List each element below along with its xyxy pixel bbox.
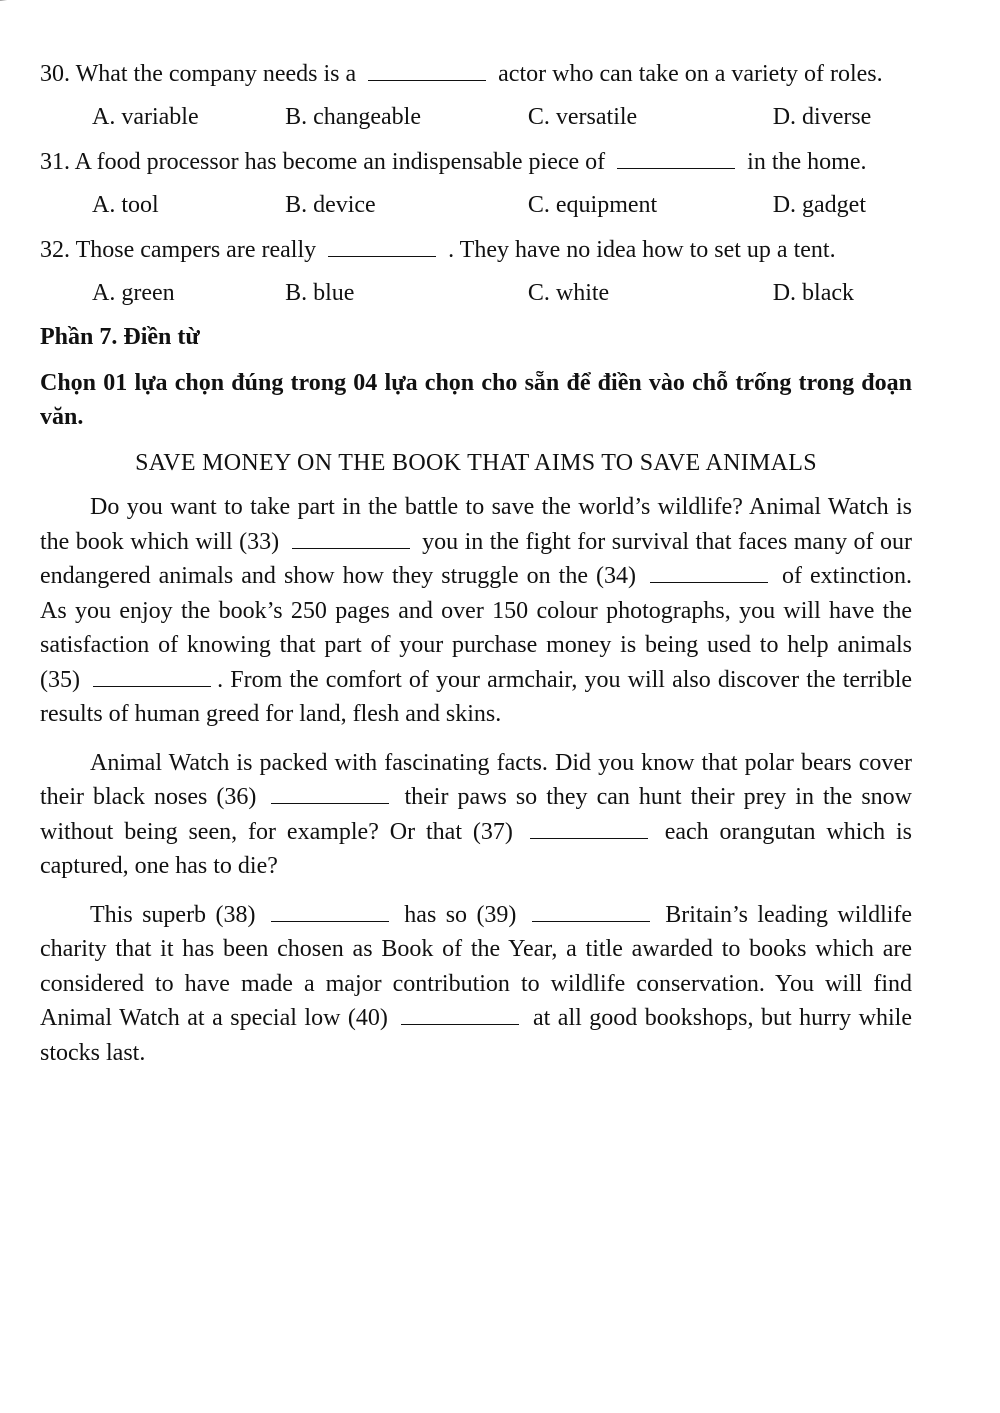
- question-32: [40, 232, 912, 268]
- question-31-option-a[interactable]: A. tool: [92, 192, 159, 218]
- passage-paragraph-3: [40, 898, 912, 1071]
- blank-34[interactable]: [650, 564, 768, 583]
- question-32-option-d[interactable]: D. black: [772, 280, 854, 306]
- question-31-options: [92, 190, 912, 220]
- scan-edge-mark: [0, 0, 41, 7]
- question-32-text-after: . They have no idea how to set up a tent.: [448, 237, 836, 263]
- paragraph-2-segment-2: their paws so they can hunt their prey in the snow without being seen, for example? Or that (37): [40, 784, 913, 845]
- question-30-blank[interactable]: [368, 62, 486, 81]
- paragraph-3-segment-1: This superb (38): [90, 901, 256, 928]
- blank-35[interactable]: [93, 668, 211, 687]
- passage-title: SAVE MONEY ON THE BOOK THAT AIMS TO SAVE ANIMALS: [135, 450, 817, 476]
- blank-38[interactable]: [271, 903, 389, 922]
- section-instruction: Chọn 01 lựa chọn đúng trong 04 lựa chọn cho sẵn để điền vào chỗ trống trong đoạn văn.: [40, 370, 912, 430]
- passage-paragraph-2: [40, 746, 912, 884]
- question-30-text-after: actor who can take on a variety of roles.: [498, 61, 883, 87]
- section-heading: Phần 7. Điền từ: [40, 324, 200, 350]
- paragraph-1-segment-2: you in the fight for survival that faces many of our endangered animals and show how they struggle on the (34): [40, 528, 912, 589]
- question-31-option-b[interactable]: B. device: [285, 192, 376, 218]
- question-30: [40, 56, 912, 92]
- paragraph-3-segment-4: at all good bookshops, but hurry while stocks last.: [40, 1005, 912, 1066]
- question-31: [40, 144, 912, 180]
- paragraph-2-segment-3: each orangutan which is captured, one has to die?: [40, 818, 912, 879]
- blank-33[interactable]: [292, 530, 410, 549]
- paragraph-3-segment-2: has so (39): [404, 901, 517, 928]
- paragraph-1-segment-3: of extinction. As you enjoy the book’s 250 pages and over 150 colour photographs, you will have the satisfaction of knowing that part of your purchase money is being used to help animals (35): [40, 563, 912, 693]
- question-32-option-c[interactable]: C. white: [527, 280, 610, 306]
- paragraph-1-segment-4: . From the comfort of your armchair, you will also discover the terrible results of human greed for land, flesh and skins.: [40, 666, 913, 727]
- passage-paragraph-1: [40, 490, 912, 732]
- question-31-option-d[interactable]: D. gadget: [772, 192, 866, 218]
- worksheet-page: [40, 56, 912, 1084]
- question-32-blank[interactable]: [328, 238, 436, 257]
- paragraph-2-segment-1: Animal Watch is packed with fascinating facts. Did you know that polar bears cover their black noses (36): [40, 749, 912, 810]
- question-32-option-b[interactable]: B. blue: [285, 280, 355, 306]
- question-30-option-c[interactable]: C. versatile: [527, 104, 638, 130]
- question-31-text-before: 31. A food processor has become an indispensable piece of: [40, 149, 606, 175]
- question-30-option-b[interactable]: B. changeable: [285, 104, 421, 130]
- blank-40[interactable]: [401, 1006, 519, 1025]
- question-30-options: [92, 102, 912, 132]
- blank-37[interactable]: [530, 820, 648, 839]
- question-31-option-c[interactable]: C. equipment: [527, 192, 658, 218]
- question-31-blank[interactable]: [617, 150, 735, 169]
- question-32-option-a[interactable]: A. green: [92, 280, 175, 306]
- blank-39[interactable]: [532, 903, 650, 922]
- paragraph-3-segment-3: Britain’s leading wildlife charity that it has been chosen as Book of the Year, a title awarded to books which are considered to have made a major contribution to wildlife conservation. You will find Animal Watch at a special low (40): [40, 901, 913, 1031]
- question-30-option-d[interactable]: D. diverse: [772, 104, 872, 130]
- blank-36[interactable]: [271, 785, 389, 804]
- question-31-text-after: in the home.: [747, 149, 867, 175]
- question-32-options: [92, 278, 912, 308]
- paragraph-1-segment-1: Do you want to take part in the battle to save the world’s wildlife? Animal Watch is the book which will (33): [40, 494, 912, 555]
- question-30-text-before: 30. What the company needs is a: [40, 61, 357, 87]
- question-30-option-a[interactable]: A. variable: [92, 104, 199, 130]
- question-32-text-before: 32. Those campers are really: [40, 237, 317, 263]
